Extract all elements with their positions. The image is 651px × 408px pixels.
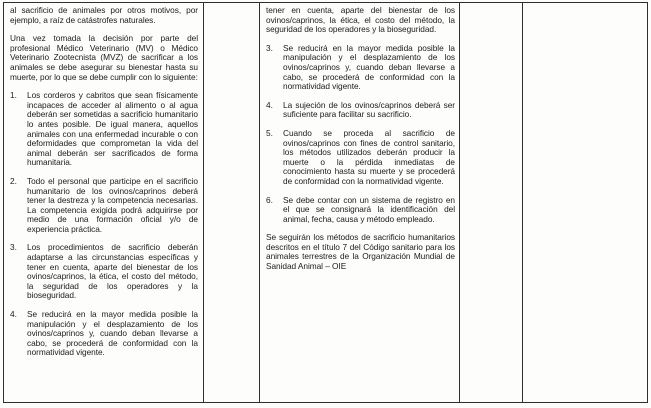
list-item-number: 4. <box>10 309 17 320</box>
closing-paragraph: Se seguirán los métodos de sacrificio humanitarios descritos en el título 7 del Código sanitario para los animales terrestres de la Organización Mundial de Sanidad Animal – OIE <box>266 232 455 272</box>
paragraph-continuation: al sacrificio de animales por otros motivos, por ejemplo, a raíz de catástrofes naturales. <box>10 5 198 25</box>
list-item-number: 3. <box>266 42 273 53</box>
list-item <box>10 177 198 235</box>
list-item-number: 5. <box>266 127 273 138</box>
list-item-text: Se debe contar con un sistema de registro en el que se consignará la identificación del animal, fecha, causa y método empleado. <box>283 194 455 224</box>
spacer-column-1 <box>204 3 260 402</box>
paragraph-continuation: tener en cuenta, aparte del bienestar de los ovinos/caprinos, la ética, el costo del método, la seguridad de los operadores y la bioseguridad. <box>266 5 455 35</box>
document-table <box>3 2 648 403</box>
list-item-text: Todo el personal que participe en el sacrificio humanitario de los ovinos/caprinos deberá tener la destreza y la competencia necesarias. La competencia exigida podrá adquirirse por medio de una formación oficial y/o de experiencia práctica. <box>27 175 198 234</box>
list-item-text: Los procedimientos de sacrificio deberán adaptarse a las circunstancias específicas y tener en cuenta, aparte del bienestar de los ovinos/caprinos, la ética, el costo del método, la seguridad de los operadores y la bioseguridad. <box>27 242 198 301</box>
list-item <box>266 44 455 92</box>
paragraph-intro: Una vez tomada la decisión por parte del profesional Médico Veterinario (MV) o Médico Veterinario Zootecnista (MVZ) de sacrificar a los animales se debe asegurar su bienestar hasta su muerte, por lo que se debe cumplir con lo siguiente: <box>10 33 198 82</box>
list-item-number: 4. <box>266 99 273 110</box>
list-item-text: Se reducirá en la mayor medida posible la manipulación y el desplazamiento de los ovinos/caprinos y, cuando deban llevarse a cabo, se procederá de conformidad con la normatividad vigente. <box>27 309 198 358</box>
list-item <box>10 91 198 168</box>
list-item-number: 6. <box>266 194 273 205</box>
text-column-right <box>260 3 460 402</box>
list-item <box>266 196 455 225</box>
list-item <box>10 243 198 301</box>
list-item-text: La sujeción de los ovinos/caprinos deberá ser suficiente para facilitar su sacrificio. <box>283 99 455 120</box>
list-item-number: 3. <box>10 242 17 253</box>
list-item-text: Los corderos y cabritos que sean físicamente incapaces de acceder al alimento o al agua deberán ser sometidas a sacrificio humanitario lo antes posible. De igual manera, aquellos animales con una enfermedad incurable o con deformidades que comprometan la vida del animal deberán ser sacrificados de forma humanitaria. <box>27 90 198 168</box>
list-item <box>266 101 455 120</box>
list-item-number: 2. <box>10 175 17 186</box>
list-item <box>266 129 455 187</box>
list-item <box>10 310 198 358</box>
list-item-text: Cuando se proceda al sacrificio de ovinos/caprinos con fines de control sanitario, los métodos utilizados deberán producir la muerte o la pérdida inmediatas de conocimiento hasta su muerte y se procederá de conformidad con la normatividad vigente. <box>283 127 455 186</box>
spacer-column-3 <box>523 3 647 402</box>
spacer-column-2 <box>460 3 523 402</box>
list-item-text: Se reducirá en la mayor medida posible la manipulación y el desplazamiento de los ovinos/caprinos y, cuando deban llevarse a cabo, se procederá de conformidad con la normatividad vigente. <box>283 42 455 92</box>
list-item-number: 1. <box>10 90 17 101</box>
text-column-left <box>4 3 204 402</box>
